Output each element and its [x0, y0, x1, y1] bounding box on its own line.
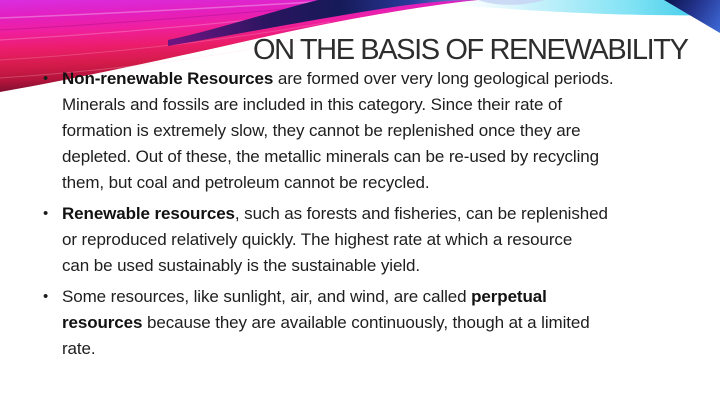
bullet-item: [43, 284, 713, 362]
text-segment: depleted. Out of these, the metallic minerals can be re-used by recycling: [62, 147, 599, 166]
text-line: [62, 170, 713, 196]
text-segment: them, but coal and petroleum cannot be recycled.: [62, 173, 430, 192]
text-line: [62, 118, 713, 144]
bold-text-segment: perpetual: [471, 287, 547, 306]
text-line: [62, 92, 713, 118]
bullet-text: [62, 201, 713, 279]
text-segment: formation is extremely slow, they cannot be replenished once they are: [62, 121, 581, 140]
bullet-item: [43, 201, 713, 279]
bullet-dot: •: [43, 288, 49, 305]
slide-body: [43, 66, 713, 367]
bold-text-segment: Renewable resources: [62, 204, 235, 223]
text-line: [62, 66, 713, 92]
text-segment: Some resources, like sunlight, air, and wind, are called: [62, 287, 472, 306]
bullet-list: [43, 66, 713, 362]
text-line: [62, 201, 713, 227]
text-line: [62, 227, 713, 253]
text-segment: can be used sustainably is the sustainable yield.: [62, 256, 420, 275]
bullet-text: [62, 284, 713, 362]
text-line: [62, 310, 713, 336]
slide-title: ON THE BASIS OF RENEWABILITY: [253, 34, 688, 67]
bold-text-segment: Non-renewable Resources: [62, 69, 274, 88]
bullet-item: [43, 66, 713, 196]
text-segment: rate.: [62, 339, 96, 358]
text-line: [62, 284, 713, 310]
bullet-dot: •: [43, 70, 49, 87]
text-segment: or reproduced relatively quickly. The highest rate at which a resource: [62, 230, 573, 249]
text-segment: , such as forests and fisheries, can be replenished: [234, 204, 608, 223]
text-line: [62, 253, 713, 279]
text-line: [62, 144, 713, 170]
text-segment: Minerals and fossils are included in this category. Since their rate of: [62, 95, 563, 114]
bullet-text: [62, 66, 713, 196]
bold-text-segment: resources: [62, 313, 143, 332]
text-segment: are formed over very long geological periods.: [273, 69, 614, 88]
text-segment: because they are available continuously, though at a limited: [142, 313, 590, 332]
text-line: [62, 336, 713, 362]
bullet-dot: •: [43, 205, 49, 222]
